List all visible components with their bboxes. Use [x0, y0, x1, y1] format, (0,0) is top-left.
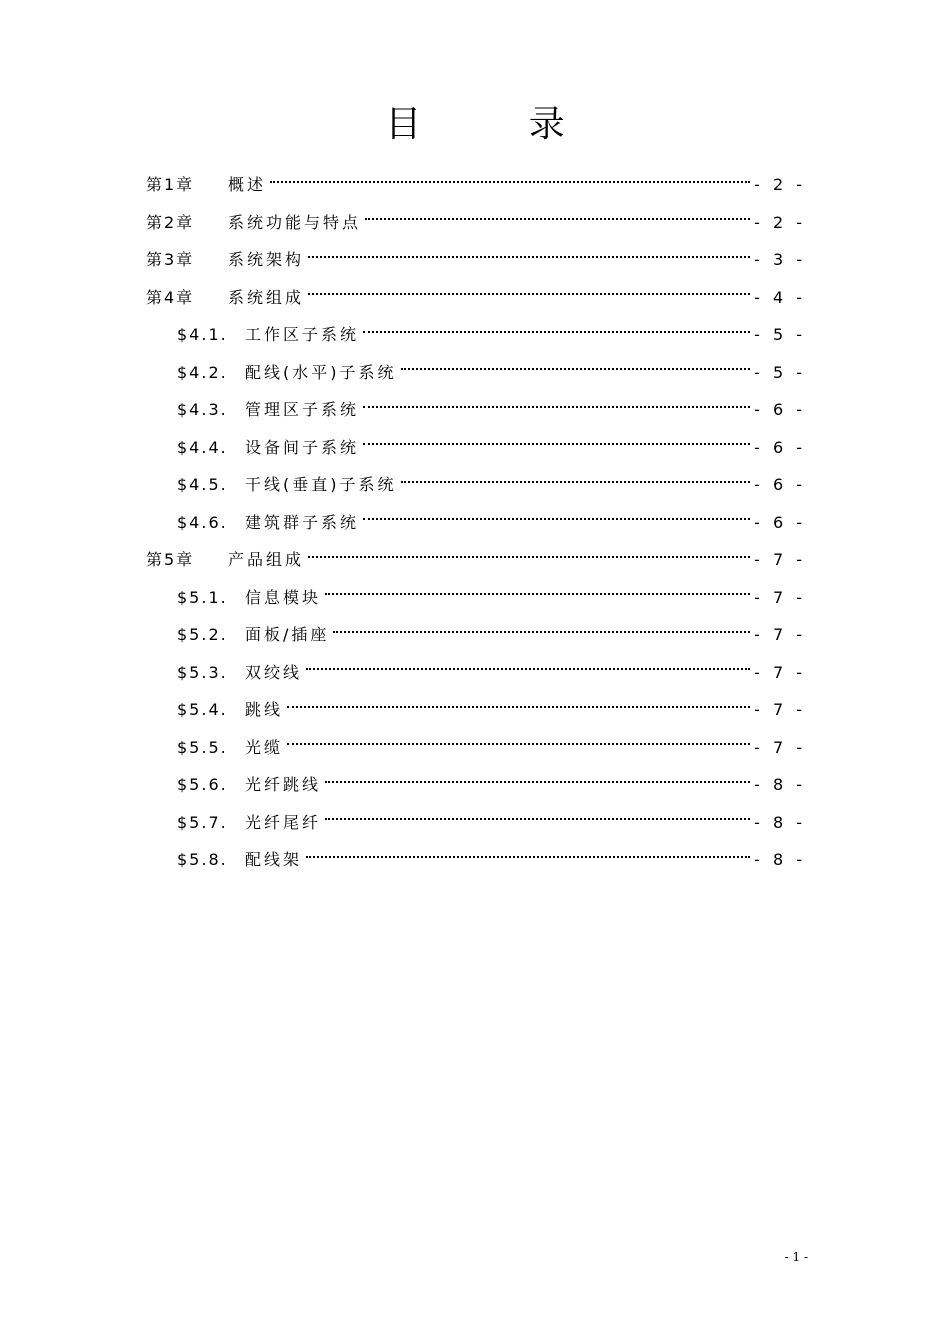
toc-entry-4-4[interactable]	[146, 429, 806, 467]
toc-entry-title: 产品组成	[228, 550, 305, 569]
toc-entry-title: 配线(水平)子系统	[245, 362, 397, 382]
toc-entry-3[interactable]	[146, 241, 806, 279]
toc-dot-leader	[308, 291, 750, 295]
toc-entry-title: 光纤跳线	[245, 775, 322, 794]
toc-page-number: - 5 -	[754, 325, 806, 344]
toc-entry-5-5[interactable]	[146, 729, 806, 767]
toc-dot-leader	[363, 516, 750, 520]
toc-entry-5-6[interactable]	[146, 766, 806, 804]
toc-section-number: $5.7.	[177, 812, 228, 832]
toc-entry-5-2[interactable]	[146, 616, 806, 654]
toc-entry-title: 系统功能与特点	[228, 212, 362, 232]
toc-entry-1[interactable]	[146, 166, 806, 204]
toc-section-number: $4.5.	[177, 475, 228, 494]
toc-entry-5[interactable]	[146, 541, 806, 579]
toc-entry-title: 双绞线	[245, 662, 303, 682]
toc-entry-4-3[interactable]	[146, 391, 806, 429]
toc-dot-leader	[363, 441, 750, 445]
toc-page-number: - 7 -	[754, 625, 806, 644]
toc-page-number: - 7 -	[754, 550, 806, 569]
page-title: 目 录	[385, 104, 613, 145]
toc-section-number: $5.4.	[177, 700, 228, 719]
toc-dot-leader	[325, 816, 750, 820]
toc-dot-leader	[270, 179, 750, 183]
toc-entry-title: 面板/插座	[245, 625, 330, 644]
toc-dot-leader	[287, 704, 750, 708]
toc-dot-leader	[363, 329, 750, 333]
toc-page-number: - 6 -	[754, 512, 806, 532]
toc-page-number: - 6 -	[754, 475, 806, 494]
toc-entry-5-4[interactable]	[146, 691, 806, 729]
toc-dot-leader	[365, 216, 750, 220]
toc-section-number: $5.2.	[177, 625, 228, 644]
toc-section-number: $4.6.	[177, 512, 228, 532]
toc-dot-leader	[325, 591, 750, 595]
toc-entry-4-2[interactable]	[146, 354, 806, 392]
table-of-contents	[146, 166, 806, 879]
toc-page-number: - 6 -	[754, 437, 806, 457]
toc-entry-title: 设备间子系统	[245, 437, 360, 457]
toc-dot-leader	[401, 366, 751, 370]
toc-chapter-number: 第1章	[146, 175, 195, 194]
toc-section-number: $5.5.	[177, 737, 228, 757]
toc-entry-title: 光缆	[245, 737, 284, 757]
toc-page-number: - 4 -	[754, 287, 806, 307]
toc-page-number: - 2 -	[754, 175, 806, 194]
toc-entry-title: 管理区子系统	[245, 400, 360, 419]
toc-chapter-number: 第5章	[146, 550, 195, 569]
toc-dot-leader	[325, 779, 750, 783]
toc-entry-5-7[interactable]	[146, 804, 806, 842]
toc-entry-title: 概述	[228, 175, 267, 194]
toc-entry-5-8[interactable]	[146, 841, 806, 879]
toc-entry-title: 系统架构	[228, 250, 305, 269]
toc-entry-2[interactable]	[146, 204, 806, 242]
toc-section-number: $4.4.	[177, 437, 228, 457]
toc-page-number: - 7 -	[754, 737, 806, 757]
toc-dot-leader	[333, 629, 750, 633]
toc-entry-4-6[interactable]	[146, 504, 806, 542]
toc-chapter-number: 第2章	[146, 212, 195, 232]
toc-section-number: $4.3.	[177, 400, 228, 419]
toc-entry-title: 配线架	[245, 850, 303, 869]
toc-entry-4[interactable]	[146, 279, 806, 317]
toc-page-number: - 3 -	[754, 250, 806, 269]
toc-dot-leader	[308, 254, 750, 258]
toc-entry-title: 干线(垂直)子系统	[245, 475, 397, 494]
toc-page-number: - 7 -	[754, 700, 806, 719]
toc-section-number: $5.1.	[177, 587, 228, 607]
toc-dot-leader	[306, 666, 750, 670]
toc-chapter-number: 第4章	[146, 287, 195, 307]
toc-page-number: - 2 -	[754, 212, 806, 232]
toc-dot-leader	[401, 479, 751, 483]
toc-entry-title: 系统组成	[228, 287, 305, 307]
toc-page-number: - 7 -	[754, 662, 806, 682]
toc-dot-leader	[287, 741, 750, 745]
footer-page-number: - 1 -	[784, 1250, 808, 1264]
toc-page-number: - 5 -	[754, 362, 806, 382]
toc-chapter-number: 第3章	[146, 250, 195, 269]
toc-section-number: $5.3.	[177, 662, 228, 682]
toc-page-number: - 8 -	[754, 850, 806, 869]
toc-entry-title: 工作区子系统	[245, 325, 360, 344]
toc-entry-title: 信息模块	[245, 587, 322, 607]
toc-entry-title: 跳线	[245, 700, 284, 719]
toc-entry-title: 建筑群子系统	[245, 512, 360, 532]
toc-page-number: - 8 -	[754, 775, 806, 794]
toc-entry-5-1[interactable]	[146, 579, 806, 617]
toc-dot-leader	[306, 854, 750, 858]
toc-section-number: $5.8.	[177, 850, 228, 869]
toc-page-number: - 7 -	[754, 587, 806, 607]
toc-dot-leader	[308, 554, 750, 558]
toc-entry-4-1[interactable]	[146, 316, 806, 354]
toc-entry-4-5[interactable]	[146, 466, 806, 504]
toc-section-number: $5.6.	[177, 775, 228, 794]
toc-entry-title: 光纤尾纤	[245, 812, 322, 832]
toc-section-number: $4.1.	[177, 325, 228, 344]
toc-dot-leader	[363, 404, 750, 408]
toc-page-number: - 8 -	[754, 812, 806, 832]
toc-section-number: $4.2.	[177, 362, 228, 382]
toc-page-number: - 6 -	[754, 400, 806, 419]
toc-entry-5-3[interactable]	[146, 654, 806, 692]
